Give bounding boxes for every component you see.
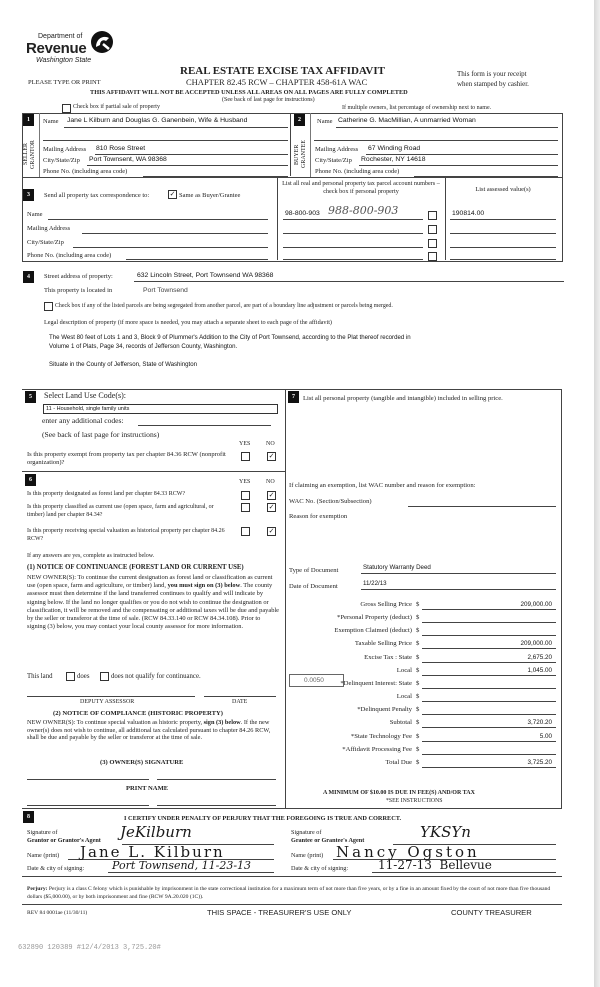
- grantee-name-label: Name (print): [291, 852, 324, 859]
- grantee-label: GRANTEE: [301, 140, 307, 169]
- buyer-name-line: [336, 127, 558, 128]
- grantee-sig-label-2: Grantee or Grantee's Agent: [291, 837, 365, 844]
- buyer-name-field[interactable]: Catherine G. MacMillian, A unmarried Woman: [338, 117, 476, 124]
- currency-symbol: $: [416, 719, 420, 727]
- total-due-line: [422, 767, 556, 768]
- corr-name-line[interactable]: [48, 219, 268, 220]
- send-correspondence-label: Send all property tax correspondence to:: [44, 192, 150, 199]
- buyer-city-field[interactable]: Rochester, NY 14618: [361, 156, 426, 163]
- section-5-badge: 5: [25, 391, 36, 403]
- section-8-top-rule: [22, 808, 562, 809]
- legal-description-label: Legal description of property (if more space is needed, you may attach a separate sheet to each page of the affidavit): [44, 319, 332, 326]
- corr-name-label: Name: [27, 211, 43, 218]
- street-address-field[interactable]: 632 Lincoln Street, Port Townsend WA 98368: [137, 272, 274, 279]
- street-address-line: [134, 281, 564, 282]
- same-as-buyer-label: Same as Buyer/Grantee: [179, 192, 241, 199]
- assessed-value-field[interactable]: 190814.00: [452, 210, 485, 217]
- legal-line-1: The West 80 feet of Lots 1 and 3, Block 9 of Plummer's Addition to the City of Port Townsend, according to the Plat thereof recorded in: [49, 334, 411, 341]
- notice2-text-b: . If the new owner(s) does not wish to continue, all additional tax calculated pursuant to chapter 84.26 RCW, shall be due and payable by the seller or transferor at the time of sale.: [27, 719, 271, 742]
- personal-property-checkbox[interactable]: [428, 225, 437, 234]
- buyer-mailing-field[interactable]: 67 Winding Road: [368, 145, 421, 152]
- land-use-label: Select Land Use Code(s):: [44, 391, 126, 400]
- excise-tax-local-line: [422, 675, 556, 676]
- buyer-side-label: [294, 133, 310, 176]
- parcel-header: List all real and personal property tax parcel account numbers – check box if personal property: [282, 180, 440, 195]
- parcel-column-divider: [277, 177, 278, 260]
- seller-name-line: [64, 127, 288, 128]
- does-label: does: [77, 673, 90, 680]
- document-date-line: [361, 589, 556, 590]
- grantee-signature: YKSYn: [420, 823, 471, 841]
- delinquent-interest-state-label: *Delinquent Interest: State: [340, 679, 412, 687]
- owner-signature-line-2[interactable]: [157, 779, 276, 780]
- dor-logo: [22, 28, 132, 70]
- perjury-notice: [27, 885, 562, 901]
- section-4-badge: 4: [23, 271, 34, 283]
- buyer-city-line: [359, 165, 558, 166]
- parcel-line[interactable]: [283, 233, 423, 234]
- buyer-name-label: Name: [317, 118, 333, 125]
- seller-phone-line[interactable]: [143, 176, 288, 177]
- forest-yes-checkbox[interactable]: [241, 491, 250, 500]
- scan-edge: [594, 0, 600, 987]
- deputy-assessor-label: DEPUTY ASSESSOR: [80, 699, 135, 705]
- notice-compliance-title: (2) NOTICE OF COMPLIANCE (HISTORIC PROPERTY): [53, 710, 223, 717]
- warning-banner: THIS AFFIDAVIT WILL NOT BE ACCEPTED UNLESS ALL AREAS ON ALL PAGES ARE FULLY COMPLETED: [90, 89, 408, 96]
- additional-codes-line[interactable]: [138, 425, 271, 426]
- owner-signature-line-1[interactable]: [27, 779, 149, 780]
- grantee-date-line[interactable]: [372, 872, 556, 873]
- print-name-label: PRINT NAME: [126, 785, 169, 792]
- assessed-line[interactable]: [450, 259, 556, 260]
- seller-mailing-line: [95, 154, 288, 155]
- section-5-6-divider: [285, 389, 286, 808]
- document-date-label: Date of Document: [289, 583, 338, 590]
- seller-city-label: City/State/Zip: [43, 157, 80, 164]
- logo-line1: Department of: [38, 33, 83, 40]
- exempt-question: Is this property exempt from property tax per chapter 84.36 RCW (nonprofit organization)?: [27, 451, 226, 466]
- yes-header: YES: [239, 441, 251, 447]
- multiple-owners-note: If multiple owners, list percentage of ownership next to name.: [342, 105, 492, 111]
- minimum-due-note: A MINIMUM OF $10.00 IS DUE IN FEE(S) AND/OR TAX: [323, 790, 475, 796]
- currency-symbol: $: [416, 679, 420, 687]
- section-3-badge: 3: [23, 189, 34, 201]
- corr-mailing-label: Mailing Address: [27, 225, 71, 232]
- cashier-stamp: 632890 120389 #12/4/2013 3,725.20#: [18, 944, 161, 952]
- receipt-note-2: when stamped by cashier.: [457, 80, 529, 88]
- street-address-label: Street address of property:: [44, 273, 113, 280]
- please-type: PLEASE TYPE OR PRINT: [28, 79, 101, 86]
- seller-city-line: [87, 165, 288, 166]
- notice1-text-a: NEW OWNER(S): To continue the current designation as forest land or classification as current use (open space, farm and agriculture, or timber) land,: [27, 574, 273, 590]
- notice1-bold: you must sign on (3) below: [167, 582, 241, 590]
- gross-selling-price-line: [422, 609, 556, 610]
- corr-city-label: City/State/Zip: [27, 239, 64, 246]
- no-header: NO: [266, 479, 275, 485]
- state-technology-fee-field[interactable]: 5.00: [539, 732, 552, 740]
- section-1-badge: 1: [23, 114, 34, 126]
- currency-symbol: $: [416, 666, 420, 674]
- section-2-badge: 2: [294, 114, 305, 126]
- does-qualify-checkbox[interactable]: [66, 672, 75, 681]
- yes-header: YES: [239, 479, 251, 485]
- this-land-label: This land: [27, 673, 53, 680]
- form-number: REV 84 0001ae (11/30/11): [27, 910, 88, 916]
- currency-symbol: $: [416, 614, 420, 622]
- grantor-label: GRANTOR: [30, 140, 36, 169]
- exempt-no-checkbox[interactable]: ✓: [268, 452, 275, 460]
- buyer-city-label: City/State/Zip: [315, 157, 352, 164]
- seller-mailing-label: Mailing Address: [43, 146, 87, 153]
- see-back-instructions: (See back of last page for instructions): [42, 430, 160, 439]
- land-use-select[interactable]: [43, 404, 278, 414]
- certify-statement: I CERTIFY UNDER PENALTY OF PERJURY THAT THE FOREGOING IS TRUE AND CORRECT.: [124, 815, 402, 822]
- buyer-phone-line[interactable]: [414, 176, 558, 177]
- deputy-assessor-line[interactable]: [27, 696, 195, 697]
- historic-question: Is this property receiving special valuation as historical property per chapter 84.26 RCW?: [27, 528, 225, 542]
- see-back-note: (See back of last page for instructions): [222, 97, 315, 103]
- excise-tax-state-line: [422, 662, 556, 663]
- seller-label: SELLER: [23, 143, 29, 166]
- form-title: REAL ESTATE EXCISE TAX AFFIDAVIT: [180, 65, 385, 77]
- excise-tax-local-field[interactable]: 1,045.00: [527, 666, 552, 674]
- parcel-line[interactable]: [283, 259, 423, 260]
- personal-property-checkbox[interactable]: [428, 252, 437, 261]
- grantee-sig-label-1: Signature of: [291, 829, 322, 836]
- see-instructions-note: *SEE INSTRUCTIONS: [386, 798, 443, 804]
- segregated-checkbox[interactable]: [44, 302, 53, 311]
- print-name-line-1[interactable]: [27, 805, 149, 806]
- corr-city-line[interactable]: [73, 247, 268, 248]
- assessed-line[interactable]: [450, 233, 556, 234]
- buyer-label: BUYER: [294, 144, 300, 165]
- wac-number-label: WAC No. (Section/Subsection): [289, 498, 372, 505]
- taxable-selling-price-label: Taxable Selling Price: [354, 640, 412, 648]
- state-technology-fee-line: [422, 741, 556, 742]
- grantor-sig-label-2: Grantor or Grantor's Agent: [27, 837, 101, 844]
- assessed-line: [450, 219, 556, 220]
- exempt-yes-checkbox[interactable]: [241, 452, 250, 461]
- document-type-field[interactable]: Statutory Warranty Deed: [363, 564, 431, 571]
- parcel-number-field[interactable]: 98-800-903: [285, 210, 320, 217]
- seller-phone-label: Phone No. (including area code): [43, 168, 128, 175]
- currency-symbol: $: [416, 745, 420, 753]
- corr-mailing-line[interactable]: [82, 233, 268, 234]
- taxable-selling-price-field[interactable]: 209,000.00: [520, 640, 552, 648]
- dor-swoosh-logo-icon: [90, 30, 114, 54]
- seller-name-line-2: [43, 140, 288, 141]
- receipt-note-1: This form is your receipt: [457, 70, 527, 78]
- wac-number-line[interactable]: [408, 506, 556, 507]
- corr-phone-line[interactable]: [126, 259, 268, 260]
- perjury-bold: Perjury:: [27, 886, 48, 892]
- historic-yes-checkbox[interactable]: [241, 527, 250, 536]
- seller-mailing-field[interactable]: 810 Rose Street: [96, 145, 146, 152]
- total-due-label: Total Due: [385, 758, 412, 766]
- logo-line3: Washington State: [36, 57, 92, 64]
- gross-selling-price-label: Gross Selling Price: [360, 601, 412, 608]
- currency-symbol: $: [416, 627, 420, 635]
- grantee-date-city: 11-27-13 Bellevue: [378, 858, 492, 872]
- buyer-phone-label: Phone No. (including area code): [315, 168, 400, 175]
- exemption-reason-label: Reason for exemption: [289, 513, 348, 520]
- footer-bottom-rule: [22, 904, 562, 905]
- currency-symbol: $: [416, 653, 420, 661]
- date-label: DATE: [232, 699, 248, 705]
- document-type-label: Type of Document: [289, 567, 339, 574]
- grantor-date-label: Date & city of signing:: [27, 865, 85, 872]
- perjury-text: Perjury is a class C felony which is punishable by imprisonment in the state correctional institution for a maximum term of not more than five years, or by a fine in an amount fixed by the court of not more than five thousand dollars ($5,000.00), or by both imprisonment and fine (RCW 9A.20.020 (1C)).: [27, 886, 551, 900]
- personal-property-label: List all personal property (tangible and intangible) included in selling price.: [303, 395, 503, 402]
- buyer-mailing-line: [366, 154, 558, 155]
- section-7-badge: 7: [288, 391, 299, 403]
- currency-symbol: $: [416, 758, 420, 766]
- no-header: NO: [266, 441, 275, 447]
- county-treasurer: COUNTY TREASURER: [451, 908, 532, 917]
- affidavit-processing-fee-line: [422, 754, 556, 755]
- currency-symbol: $: [416, 693, 420, 701]
- seller-name-label: Name: [43, 118, 59, 125]
- seller-side-divider: [39, 113, 40, 177]
- personal-property-checkbox[interactable]: [428, 211, 437, 220]
- subtotal-line: [422, 727, 556, 728]
- section-8-badge: 8: [23, 811, 34, 823]
- assessed-column-divider: [445, 177, 446, 260]
- notice2-text-a: NEW OWNER(S): To continue special valuation as historic property,: [27, 719, 203, 726]
- total-due-field[interactable]: 3,725.20: [527, 758, 552, 766]
- treasurer-use-only: THIS SPACE - TREASURER'S USE ONLY: [207, 908, 352, 917]
- notice-continuance-title: (1) NOTICE OF CONTINUANCE (FOREST LAND OR CURRENT USE): [27, 564, 244, 571]
- grantor-name-label: Name (print): [27, 852, 60, 859]
- owner-signature-title: (3) OWNER(S) SIGNATURE: [100, 759, 184, 766]
- excise-tax-state-field[interactable]: 2,675.20: [527, 653, 552, 661]
- grantor-sig-label-1: Signature of: [27, 829, 58, 836]
- affidavit-processing-fee-label: *Affidavit Processing Fee: [342, 745, 412, 753]
- historic-no-checkbox[interactable]: ✓: [268, 527, 275, 535]
- located-in-label: This property is located in: [44, 287, 113, 294]
- document-date-field[interactable]: 11/22/13: [363, 580, 387, 587]
- exemption-claimed-deduct-line: [422, 635, 556, 636]
- excise-tax-local-label: Local: [396, 666, 412, 674]
- delinquent-interest-local-line: [422, 701, 556, 702]
- local-rate-value: 0.0050: [304, 677, 324, 684]
- section-6-badge: 6: [25, 474, 36, 486]
- seller-city-field[interactable]: Port Townsent, WA 98368: [89, 156, 167, 163]
- assessed-header: List assessed value(s): [475, 186, 531, 193]
- legal-line-3: Situate in the County of Jefferson, State of Washington: [49, 361, 198, 368]
- grantor-name-print: Jane L. Kilburn: [80, 843, 225, 861]
- exemption-claimed-deduct-label: Exemption Claimed (deduct): [334, 627, 412, 635]
- subtotal-field[interactable]: 3,720.20: [527, 719, 552, 727]
- delinquent-penalty-label: *Delinquent Penalty: [357, 706, 412, 714]
- partial-sale-checkbox[interactable]: [62, 104, 71, 113]
- grantor-signature: JeKilburn: [120, 823, 192, 841]
- current-use-question: Is this property classified as current use (open space, farm and agricultural, or timber) land per chapter 84.34?: [27, 504, 214, 518]
- personal-property-deduct-label: *Personal Property (deduct): [336, 614, 412, 622]
- logo-line2: Revenue: [26, 40, 87, 57]
- buyer-side-divider: [310, 113, 311, 177]
- forest-no-checkbox[interactable]: ✓: [268, 491, 275, 499]
- buyer-mailing-label: Mailing Address: [315, 146, 359, 153]
- currency-symbol: $: [416, 706, 420, 714]
- legal-line-2: Volume 1 of Plats, Page 34, records of Jefferson County, Washington.: [49, 343, 238, 350]
- parcel-handwritten: 988-800-903: [328, 204, 399, 217]
- excise-tax-state-label: Excise Tax : State: [364, 653, 412, 661]
- same-as-buyer-checkbox[interactable]: ✓: [169, 190, 176, 198]
- delinquent-penalty-line: [422, 714, 556, 715]
- notice-compliance-text: [27, 719, 280, 742]
- state-technology-fee-label: *State Technology Fee: [350, 732, 412, 740]
- partial-sale-label: Check box if partial sale of property: [73, 104, 160, 110]
- grantee-date-label: Date & city of signing:: [291, 865, 349, 872]
- grantee-name-print: Nancy Ogston: [336, 843, 480, 861]
- form-subtitle: CHAPTER 82.45 RCW – CHAPTER 458-61A WAC: [186, 77, 368, 87]
- current-use-yes-checkbox[interactable]: [241, 503, 250, 512]
- located-in-field[interactable]: Port Townsend: [143, 287, 188, 294]
- segregated-label: Check box if any of the listed parcels are being segregated from another parcel, are part of a boundary line adjustment or parcels being merged.: [55, 303, 393, 309]
- section-3-top-rule: [22, 177, 562, 178]
- does-not-qualify-checkbox[interactable]: [100, 672, 109, 681]
- gross-selling-price-field[interactable]: 209,000.00: [520, 601, 552, 608]
- seller-name-field[interactable]: Jane L Kilburn and Douglas G. Ganenbein, Wife & Husband: [67, 117, 248, 124]
- current-use-no-checkbox[interactable]: ✓: [268, 503, 275, 511]
- footer-top-rule: [22, 876, 562, 877]
- grantor-date-line[interactable]: [108, 872, 274, 873]
- personal-property-deduct-line: [422, 622, 556, 623]
- does-not-label: does not qualify for continuance.: [111, 673, 201, 680]
- subtotal-label: Subtotal: [389, 719, 412, 727]
- notice2-bold: sign (3) below: [203, 719, 241, 726]
- notice-continuance-text: [27, 574, 280, 631]
- land-use-value: 11 - Household, single family units: [46, 406, 130, 412]
- delinquent-interest-state-line: [422, 688, 556, 689]
- document-type-line: [361, 573, 556, 574]
- delinquent-interest-local-label: Local: [396, 693, 412, 701]
- currency-symbol: $: [416, 640, 420, 648]
- exemption-claim-label: If claiming an exemption, list WAC number and reason for exemption:: [289, 482, 476, 489]
- buyer-name-line-2: [314, 140, 558, 141]
- forest-land-question: Is this property designated as forest land per chapter 84.33 RCW?: [27, 491, 186, 497]
- currency-symbol: $: [416, 601, 420, 608]
- assessed-line[interactable]: [450, 247, 556, 248]
- grantor-date-city: Port Townsend, 11-23-13: [112, 859, 252, 872]
- if-yes-instruction: If any answers are yes, complete as instructed below.: [27, 553, 155, 559]
- notice1-text-b: . The county assessor must then determine if the land transferred continues to qualify and will indicate by signing below. If the land no longer qualifies or you do not wish to continue the designation or classification, it will be removed and the compensating or additional taxes will be due and payable by the seller or transferor at the time of sale. (RCW 84.33.140 or RCW 84.34.108). Prior to signing (3) below, you may contact your local county assessor for more information.: [27, 582, 279, 631]
- personal-property-checkbox[interactable]: [428, 239, 437, 248]
- parcel-line[interactable]: [283, 247, 423, 248]
- section-6-top-rule: [22, 471, 286, 472]
- corr-phone-label: Phone No. (including area code): [27, 252, 112, 259]
- taxable-selling-price-line: [422, 648, 556, 649]
- print-name-line-2[interactable]: [157, 805, 276, 806]
- section-1-2-divider: [290, 113, 291, 176]
- additional-codes-label: enter any additional codes:: [42, 416, 124, 425]
- assessor-date-line[interactable]: [204, 696, 276, 697]
- currency-symbol: $: [416, 732, 420, 740]
- seller-side-label: [23, 133, 39, 176]
- parcel-line: [283, 219, 423, 220]
